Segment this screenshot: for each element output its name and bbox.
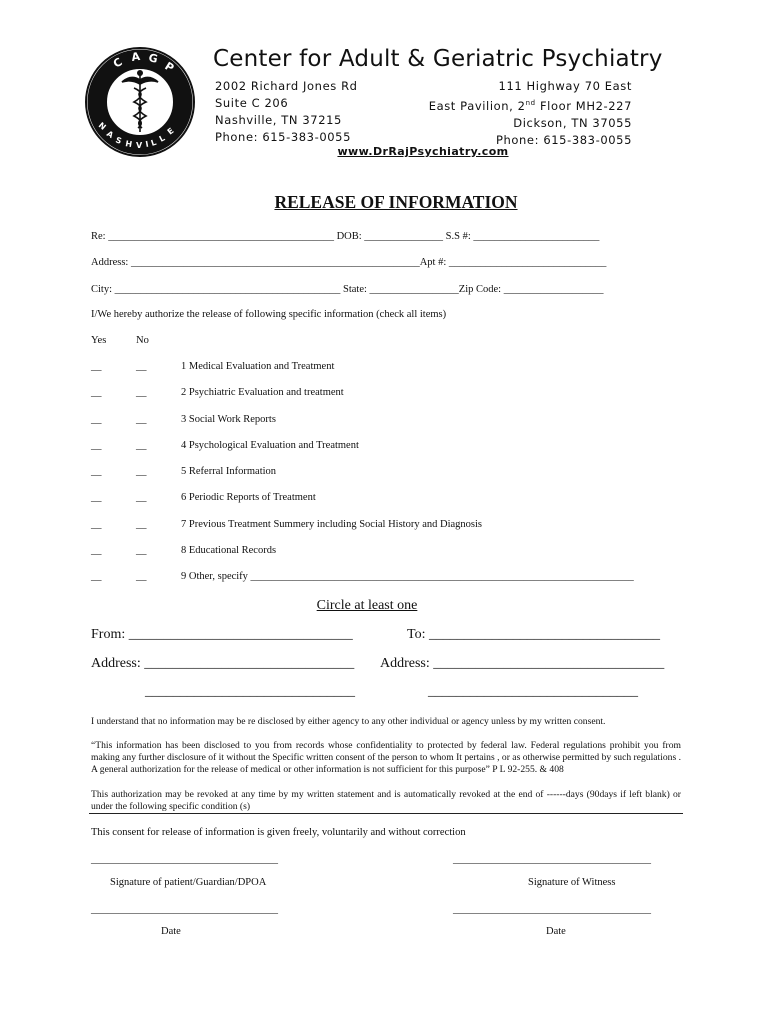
yes-checkbox[interactable]: __ <box>91 545 102 556</box>
revocation-notice: This authorization may be revoked at any time by my written statement and is automatically revoked at the end of ------days (90days if left blank) or under the following specific condition (s) <box>91 789 681 812</box>
right-address-line-text: Floor MH2-227 <box>535 98 632 113</box>
left-address-line: Suite C 206 <box>215 96 289 110</box>
no-checkbox[interactable]: __ <box>136 440 147 451</box>
right-address-phone: Phone: 615-383-0055 <box>495 132 632 147</box>
website-link[interactable]: www.DrRajPsychiatry.com <box>337 145 509 158</box>
svg-text:A: A <box>130 49 141 64</box>
witness-date-line[interactable]: ____________________________________ <box>453 903 651 915</box>
item-label: 2 Psychiatric Evaluation and treatment <box>181 387 344 398</box>
consent-statement: This consent for release of information is given freely, voluntarily and without correction <box>91 827 466 838</box>
to-address-line-2[interactable]: ______________________________ <box>428 684 638 699</box>
no-checkbox[interactable]: __ <box>136 361 147 372</box>
no-checkbox[interactable]: __ <box>136 545 147 556</box>
yes-checkbox[interactable]: __ <box>91 492 102 503</box>
left-office-address <box>215 78 358 146</box>
item-label: 8 Educational Records <box>181 545 277 556</box>
svg-text:S: S <box>114 135 123 146</box>
svg-text:P: P <box>162 59 177 75</box>
left-address-line: 2002 Richard Jones Rd <box>215 79 358 93</box>
item-label: 3 Social Work Reports <box>181 414 276 425</box>
item-label: 4 Psychological Evaluation and Treatment <box>181 440 359 451</box>
federal-confidentiality-notice: “This information has been disclosed to you from records whose confidentiality to protected by federal law. Federal regulations prohibit you from making any further disclosure of it without the Specific written consent of the person to whom It pertains , or as otherwise permitted by such regulations . A general authorization for the release of medical or other information is not sufficient for this purpose” P L 92-255. & 408 <box>91 740 681 775</box>
other-specify-field[interactable]: 9 Other, specify _________________________________________________________________________ <box>181 571 634 582</box>
item-label: 7 Previous Treatment Summery including Social History and Diagnosis <box>181 519 482 530</box>
address-apt-field[interactable]: Address: _______________________________________________________Apt #: ______________________________ <box>91 257 607 268</box>
cagp-seal-logo <box>84 46 196 158</box>
svg-text:E: E <box>165 126 176 137</box>
yes-checkbox[interactable]: __ <box>91 414 102 425</box>
patient-date-line[interactable]: __________________________________ <box>91 903 278 915</box>
svg-text:G: G <box>147 51 159 66</box>
item-label: 5 Referral Information <box>181 466 277 477</box>
patient-signature-label: Signature of patient/Guardian/DPOA <box>110 877 267 888</box>
no-checkbox[interactable]: __ <box>136 414 147 425</box>
svg-text:L: L <box>157 133 167 144</box>
yes-checkbox[interactable]: __ <box>91 440 102 451</box>
from-field[interactable]: From: ________________________________ <box>91 627 353 642</box>
witness-date-label: Date <box>546 926 566 937</box>
right-office-address <box>429 78 632 149</box>
yes-checkbox[interactable]: __ <box>91 387 102 398</box>
witness-signature-label: Signature of Witness <box>528 877 616 888</box>
yes-checkbox[interactable]: __ <box>91 519 102 530</box>
right-address-line <box>429 95 632 115</box>
from-address-line-2[interactable]: ______________________________ <box>145 684 355 699</box>
organization-name: Center for Adult & Geriatric Psychiatry <box>213 46 663 72</box>
svg-text:H: H <box>124 139 133 150</box>
svg-text:C: C <box>111 55 125 71</box>
svg-text:I: I <box>144 139 150 149</box>
from-address-field[interactable]: Address: ______________________________ <box>91 656 355 671</box>
right-address-line-text: East Pavilion, 2 <box>428 98 526 113</box>
svg-text:V: V <box>136 141 143 150</box>
to-field[interactable]: To: _________________________________ <box>407 627 660 642</box>
patient-date-label: Date <box>161 926 181 937</box>
svg-text:A: A <box>104 129 115 140</box>
right-address-line: 111 Highway 70 East <box>498 79 632 93</box>
svg-text:N: N <box>96 120 108 132</box>
redisclosure-notice: I understand that no information may be re disclosed by either agency to any other individual or agency unless by my written consent. <box>91 716 606 727</box>
divider <box>89 813 683 814</box>
no-column-header: No <box>136 335 149 346</box>
circle-at-least-one-instruction: Circle at least one <box>316 598 418 613</box>
no-checkbox[interactable]: __ <box>136 519 147 530</box>
no-checkbox[interactable]: __ <box>136 492 147 503</box>
yes-checkbox[interactable]: __ <box>91 571 102 582</box>
no-checkbox[interactable]: __ <box>136 466 147 477</box>
item-label: 1 Medical Evaluation and Treatment <box>181 361 335 372</box>
left-address-line: Nashville, TN 37215 <box>215 113 342 127</box>
no-checkbox[interactable]: __ <box>136 571 147 582</box>
witness-signature-line[interactable]: ____________________________________ <box>453 853 651 865</box>
re-dob-ssn-field[interactable]: Re: ___________________________________________ DOB: _______________ S.S #: ________________________ <box>91 231 600 242</box>
authorization-statement: I/We hereby authorize the release of following specific information (check all items) <box>91 309 447 320</box>
patient-signature-line[interactable]: __________________________________ <box>91 853 278 865</box>
svg-text:L: L <box>149 137 158 148</box>
right-address-line: Dickson, TN 37055 <box>513 115 632 130</box>
city-state-zip-field[interactable]: City: ___________________________________________ State: _________________Zip Code: ___________________ <box>91 284 604 295</box>
yes-column-header: Yes <box>91 335 107 346</box>
no-checkbox[interactable]: __ <box>136 387 147 398</box>
yes-checkbox[interactable]: __ <box>91 466 102 477</box>
to-address-field[interactable]: Address: _________________________________ <box>380 656 665 671</box>
item-label: 6 Periodic Reports of Treatment <box>181 492 316 503</box>
yes-checkbox[interactable]: __ <box>91 361 102 372</box>
ordinal-suffix: nd <box>525 99 536 107</box>
left-address-phone: Phone: 615-383-0055 <box>215 130 352 144</box>
document-title: RELEASE OF INFORMATION <box>274 192 518 212</box>
